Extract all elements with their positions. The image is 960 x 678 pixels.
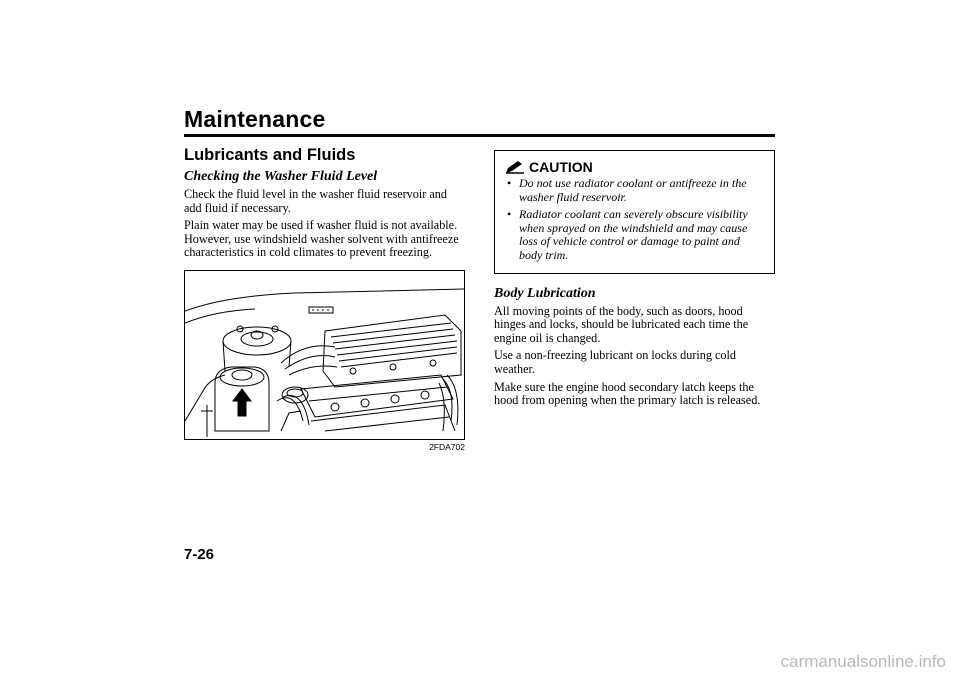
chapter-title: Maintenance (184, 106, 326, 132)
header-rule (184, 134, 775, 137)
caution-list (505, 177, 764, 263)
section-title: Lubricants and Fluids (184, 146, 356, 164)
lubrication-paragraph-1: All moving points of the body, such as doors, hood hinges and locks, should be lubricated each time the engine oil is changed. (494, 303, 749, 345)
caution-label: CAUTION (529, 159, 593, 175)
washer-paragraph-1: Check the fluid level in the washer fluid reservoir and add fluid if necessary. (184, 187, 447, 215)
right-column (494, 150, 775, 412)
caution-header (505, 159, 764, 175)
washer-fluid-subheading: Checking the Washer Fluid Level (184, 169, 378, 184)
washer-paragraph-2: Plain water may be used if washer fluid is not available. However, use windshield washer solvent with antifreeze characteristics in cold climates to prevent freezing. (184, 218, 459, 260)
lubrication-paragraph-3: Make sure the engine hood secondary latch keeps the hood from opening when the primary latch is released. (494, 379, 761, 408)
body-lubrication-subheading: Body Lubrication (494, 285, 596, 301)
caution-item: • Radiator coolant can severely obscure visibility when sprayed on the windshield and may cause loss of vehicle control or damage to paint and body trim. (505, 208, 764, 262)
engine-bay-illustration (184, 270, 465, 440)
watermark-link[interactable]: carmanualsonline.info (780, 652, 946, 671)
page-number: 7-26 (184, 546, 215, 563)
figure-caption: 2FDA702 (429, 441, 465, 452)
caution-pencil-icon (505, 160, 525, 174)
caution-item: • Do not use radiator coolant or antifreeze in the washer fluid reservoir. (505, 177, 764, 204)
lubrication-paragraph-2: Use a non-freezing lubricant on locks during cold weather. (494, 348, 736, 376)
caution-box (494, 150, 775, 274)
left-column (184, 146, 466, 452)
